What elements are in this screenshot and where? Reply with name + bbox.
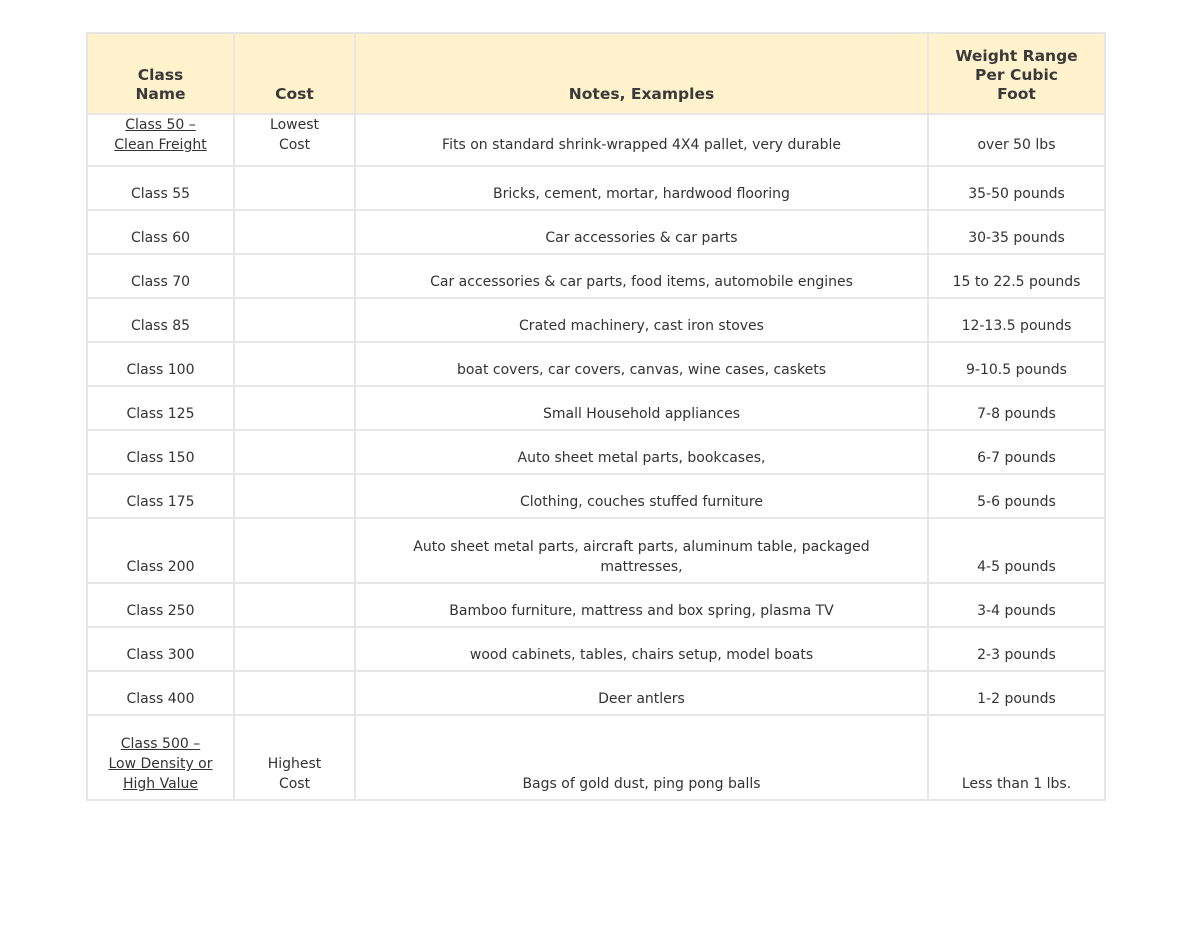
cell-weight: 3-4 pounds: [928, 583, 1105, 627]
cell-cost: Highest Cost: [234, 715, 355, 800]
cell-weight: Less than 1 lbs.: [928, 715, 1105, 800]
cell-cost: [234, 166, 355, 210]
table-row: [87, 627, 1105, 671]
cell-class-name: Class 150: [87, 430, 234, 474]
cell-cost: [234, 298, 355, 342]
cell-class-name: Class 55: [87, 166, 234, 210]
cell-weight: 6-7 pounds: [928, 430, 1105, 474]
cell-weight: 5-6 pounds: [928, 474, 1105, 518]
cell-notes: Crated machinery, cast iron stoves: [355, 298, 928, 342]
cell-class-name: Class 125: [87, 386, 234, 430]
cell-class-name: Class 200: [87, 518, 234, 583]
cell-cost: [234, 671, 355, 715]
cell-weight: 7-8 pounds: [928, 386, 1105, 430]
cell-notes: Car accessories & car parts: [355, 210, 928, 254]
cell-weight: 2-3 pounds: [928, 627, 1105, 671]
table-body: [87, 114, 1105, 800]
class-link[interactable]: Class 500 – Low Density or High Value: [108, 736, 213, 792]
cell-notes: wood cabinets, tables, chairs setup, model boats: [355, 627, 928, 671]
table-row: [87, 430, 1105, 474]
table-row: [87, 342, 1105, 386]
cell-notes: Auto sheet metal parts, aircraft parts, aluminum table, packaged mattresses,: [355, 518, 928, 583]
cell-class-name: Class 400: [87, 671, 234, 715]
cell-notes: Deer antlers: [355, 671, 928, 715]
cell-notes: Car accessories & car parts, food items, automobile engines: [355, 254, 928, 298]
header-row: [87, 33, 1105, 114]
table-row: [87, 254, 1105, 298]
freight-class-table: [86, 32, 1106, 801]
cell-weight: 4-5 pounds: [928, 518, 1105, 583]
class-link[interactable]: Class 50 – Clean Freight: [114, 117, 207, 153]
table-row: [87, 114, 1105, 166]
cell-cost: [234, 583, 355, 627]
cell-class-name: Class 250: [87, 583, 234, 627]
cell-notes: Bags of gold dust, ping pong balls: [355, 715, 928, 800]
table-row: [87, 166, 1105, 210]
cell-notes: boat covers, car covers, canvas, wine cases, caskets: [355, 342, 928, 386]
cell-cost: [234, 386, 355, 430]
cell-class-name: Class 60: [87, 210, 234, 254]
cell-weight: 9-10.5 pounds: [928, 342, 1105, 386]
cell-class-name: Class 70: [87, 254, 234, 298]
header-class-name: Class Name: [87, 33, 234, 114]
table-row: [87, 298, 1105, 342]
cell-notes: Bricks, cement, mortar, hardwood flooring: [355, 166, 928, 210]
cell-cost: [234, 210, 355, 254]
header-cost: Cost: [234, 33, 355, 114]
cell-class-name: Class 100: [87, 342, 234, 386]
cell-class-name: Class 85: [87, 298, 234, 342]
cell-class-name[interactable]: [87, 715, 234, 800]
cell-notes: Clothing, couches stuffed furniture: [355, 474, 928, 518]
table-row: [87, 671, 1105, 715]
table-row: [87, 583, 1105, 627]
cell-class-name[interactable]: [87, 114, 234, 166]
cell-weight: 12-13.5 pounds: [928, 298, 1105, 342]
cell-weight: 15 to 22.5 pounds: [928, 254, 1105, 298]
cell-notes: Small Household appliances: [355, 386, 928, 430]
cell-class-name: Class 175: [87, 474, 234, 518]
table-row: [87, 474, 1105, 518]
cell-notes: Fits on standard shrink-wrapped 4X4 pallet, very durable: [355, 114, 928, 166]
cell-cost: Lowest Cost: [234, 114, 355, 166]
cell-cost: [234, 518, 355, 583]
table-row: [87, 518, 1105, 583]
cell-class-name: Class 300: [87, 627, 234, 671]
cell-weight: 1-2 pounds: [928, 671, 1105, 715]
cell-notes: Auto sheet metal parts, bookcases,: [355, 430, 928, 474]
table-row: [87, 386, 1105, 430]
cell-weight: over 50 lbs: [928, 114, 1105, 166]
cell-cost: [234, 627, 355, 671]
header-weight: Weight Range Per Cubic Foot: [928, 33, 1105, 114]
cell-cost: [234, 342, 355, 386]
table-row: [87, 715, 1105, 800]
cell-cost: [234, 430, 355, 474]
table-row: [87, 210, 1105, 254]
header-notes: Notes, Examples: [355, 33, 928, 114]
cell-notes: Bamboo furniture, mattress and box spring, plasma TV: [355, 583, 928, 627]
table-header: [87, 33, 1105, 114]
cell-cost: [234, 474, 355, 518]
cell-cost: [234, 254, 355, 298]
cell-weight: 35-50 pounds: [928, 166, 1105, 210]
cell-weight: 30-35 pounds: [928, 210, 1105, 254]
